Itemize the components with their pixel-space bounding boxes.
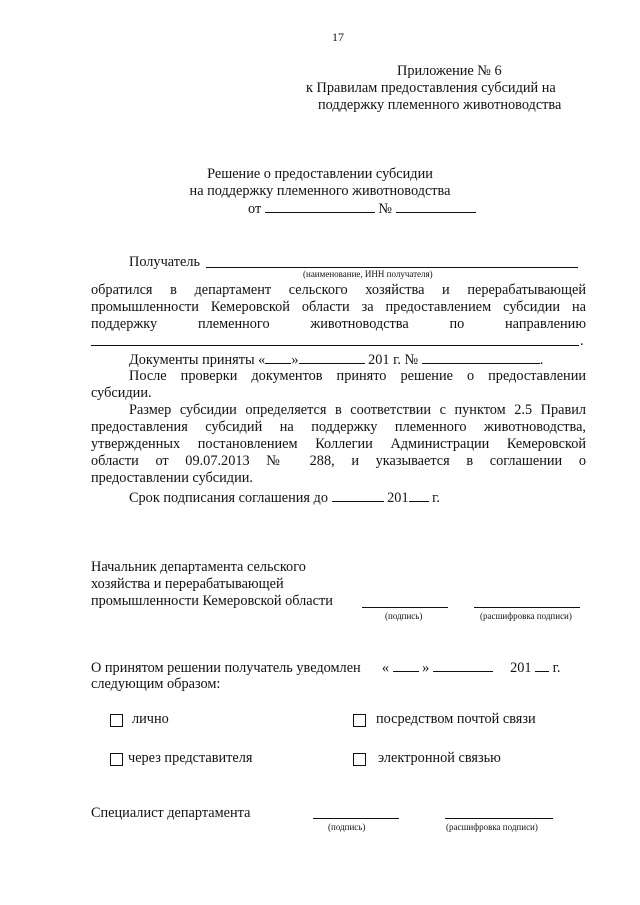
- specialist-sign-blank[interactable]: [313, 818, 399, 819]
- head-sign-caption: (подпись): [385, 611, 423, 621]
- size-line-1: Размер субсидии определяется в соответствии с пунктом 2.5 Правил: [129, 402, 586, 418]
- deadline-suffix: г.: [432, 490, 440, 506]
- appendix-line-2: к Правилам предоставления субсидий на: [306, 80, 556, 96]
- number-prefix: №: [378, 201, 393, 217]
- docs-prefix: Документы приняты «: [129, 352, 266, 368]
- head-decode-caption: (расшифровка подписи): [480, 611, 572, 621]
- date-blank[interactable]: [265, 200, 375, 213]
- date-prefix: от: [248, 201, 262, 217]
- docs-number-blank[interactable]: [422, 351, 540, 364]
- specialist-decode-blank[interactable]: [445, 818, 553, 819]
- specialist-label: Специалист департамента: [91, 805, 251, 821]
- notice-line-1: [91, 659, 561, 677]
- notice-line-2: следующим образом:: [91, 676, 221, 692]
- deadline-date-blank[interactable]: [332, 489, 384, 502]
- notice-year-suffix: г.: [552, 660, 561, 676]
- appendix-line-3: поддержку племенного животноводства: [318, 97, 562, 113]
- check-line-1: После проверки документов принято решение о предоставлении: [129, 368, 586, 384]
- number-blank[interactable]: [396, 200, 476, 213]
- deadline-year: 201: [387, 490, 409, 506]
- notice-quote-open: «: [381, 660, 390, 676]
- size-line-2: предоставления субсидий на поддержку племенного животноводства,: [91, 419, 586, 435]
- deadline-year-blank[interactable]: [409, 489, 429, 502]
- body-line-2: промышленности Кемеровской области за предоставлением субсидии на: [91, 299, 586, 315]
- docs-suffix: г. №: [393, 352, 419, 368]
- option-representative-label: через представителя: [128, 750, 253, 766]
- docs-year: 201: [368, 352, 390, 368]
- specialist-decode-caption: (расшифровка подписи): [446, 822, 538, 832]
- deadline-prefix: Срок подписания соглашения до: [129, 490, 328, 506]
- head-decode-blank[interactable]: [474, 607, 580, 608]
- option-representative-checkbox[interactable]: [110, 753, 123, 766]
- size-line-4: области от 09.07.2013 № 288, и указывается в соглашении о: [91, 453, 586, 469]
- recipient-caption: (наименование, ИНН получателя): [303, 269, 433, 279]
- page-number: 17: [332, 30, 344, 44]
- docs-end: .: [539, 352, 544, 368]
- check-line-2: субсидии.: [91, 385, 152, 401]
- notice-year: 201: [510, 660, 532, 676]
- option-post-label: посредством почтой связи: [376, 711, 536, 727]
- document-title-line-1: Решение о предоставлении субсидии: [207, 166, 433, 182]
- notice-year-blank[interactable]: [535, 659, 549, 672]
- document-date-line: [248, 200, 476, 218]
- recipient-label: Получатель: [129, 254, 200, 270]
- option-post-checkbox[interactable]: [353, 714, 366, 727]
- recipient-blank[interactable]: [206, 267, 578, 268]
- body-line-1: обратился в департамент сельского хозяйства и перерабатывающей: [91, 282, 586, 298]
- head-title-line-3: промышленности Кемеровской области: [91, 593, 333, 609]
- deadline-line: [129, 489, 440, 507]
- notice-prefix: О принятом решении получатель уведомлен: [91, 660, 361, 676]
- docs-month-blank[interactable]: [299, 351, 365, 364]
- notice-quote-close: »: [422, 660, 430, 676]
- notice-day-blank[interactable]: [393, 659, 419, 672]
- option-in-person-label: лично: [132, 711, 169, 727]
- body-line-3: поддержку племенного животноводства по направлению: [91, 316, 586, 332]
- option-electronic-checkbox[interactable]: [353, 753, 366, 766]
- option-electronic-label: электронной связью: [378, 750, 501, 766]
- document-title-line-2: на поддержку племенного животноводства: [189, 183, 451, 199]
- option-in-person-checkbox[interactable]: [110, 714, 123, 727]
- notice-month-blank[interactable]: [433, 659, 493, 672]
- docs-accepted-line: [129, 351, 543, 369]
- head-title-line-2: хозяйства и перерабатывающей: [91, 576, 284, 592]
- head-sign-blank[interactable]: [362, 607, 448, 608]
- appendix-line-1: Приложение № 6: [397, 63, 502, 79]
- docs-day-blank[interactable]: [265, 351, 291, 364]
- size-line-5: предоставлении субсидии.: [91, 470, 253, 486]
- body-line-4-end: .: [580, 333, 584, 349]
- head-title-line-1: Начальник департамента сельского: [91, 559, 306, 575]
- direction-blank[interactable]: [91, 345, 579, 346]
- docs-mid: »: [291, 352, 299, 368]
- size-line-3: утвержденных постановлением Коллегии Администрации Кемеровской: [91, 436, 586, 452]
- specialist-sign-caption: (подпись): [328, 822, 366, 832]
